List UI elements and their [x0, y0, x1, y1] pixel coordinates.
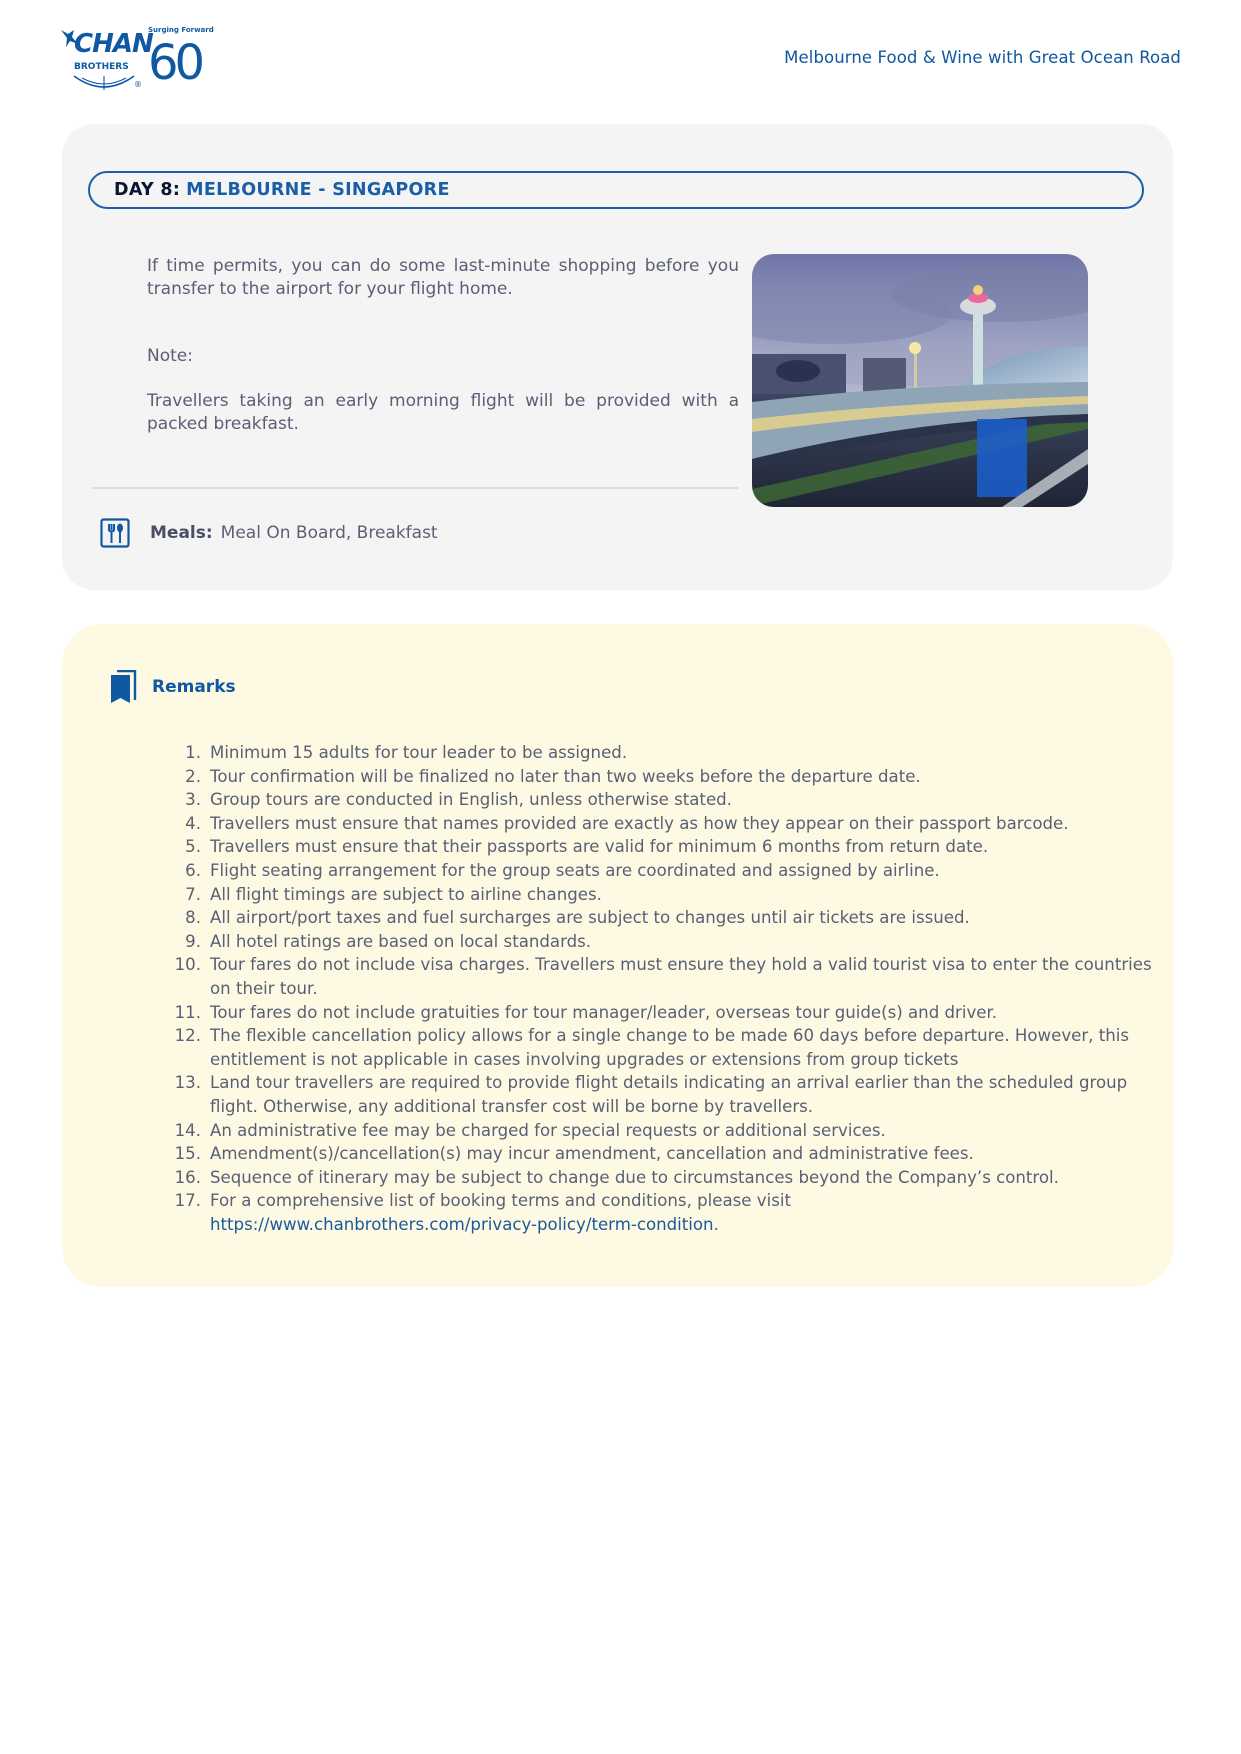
tour-title: Melbourne Food & Wine with Great Ocean Road — [784, 48, 1181, 67]
remarks-item — [157, 1166, 1157, 1190]
item-number: 5. — [185, 837, 201, 857]
bookmark-icon — [108, 670, 138, 704]
logo-anniversary-number: 60 — [148, 35, 202, 91]
cutlery-icon — [100, 518, 130, 548]
item-text: All hotel ratings are based on local standards. — [210, 931, 592, 951]
meals-label: Meals: — [150, 523, 213, 543]
section-divider — [92, 487, 738, 489]
item-number: 7. — [185, 884, 201, 904]
day-heading — [88, 171, 1144, 209]
item-number: 3. — [185, 790, 201, 810]
item-text: Land tour travellers are required to provide flight details indicating an arrival earlier than the scheduled group flight. Otherwise, any additional transfer cost will be borne by travellers. — [210, 1073, 1128, 1116]
chan-brothers-logo — [60, 26, 230, 96]
registered-mark: ® — [134, 80, 142, 89]
item-text: All flight timings are subject to airline changes. — [210, 884, 602, 904]
logo-brothers-text: BROTHERS — [74, 62, 129, 72]
item-text-lead: For a comprehensive list of booking terms and conditions, please visit — [210, 1191, 791, 1211]
item-number: 12. — [174, 1026, 201, 1046]
day-paragraph: If time permits, you can do some last-minute shopping before you transfer to the airport for your flight home. — [147, 256, 739, 299]
changi-airport-photo — [752, 254, 1088, 507]
meals-info — [100, 518, 438, 548]
item-text: Amendment(s)/cancellation(s) may incur amendment, cancellation and administrative fees. — [210, 1144, 974, 1164]
item-text: Sequence of itinerary may be subject to change due to circumstances beyond the Company’s control. — [210, 1167, 1059, 1187]
remarks-item — [157, 1189, 1157, 1236]
item-text-suffix: . — [713, 1214, 719, 1234]
remarks-header — [108, 670, 236, 704]
remarks-list — [157, 741, 1157, 1236]
item-text: Minimum 15 adults for tour leader to be assigned. — [210, 743, 628, 762]
item-text: Travellers must ensure that their passports are valid for minimum 6 months from return date. — [210, 837, 989, 857]
logo-chan-text: CHAN — [74, 29, 153, 59]
terms-conditions-link[interactable]: https://www.chanbrothers.com/privacy-policy/term-condition — [210, 1214, 714, 1234]
item-number: 1. — [185, 743, 201, 762]
item-number: 13. — [174, 1073, 201, 1093]
note-label: Note: — [147, 346, 193, 366]
remarks-item — [157, 741, 1157, 765]
remarks-item — [157, 1001, 1157, 1025]
item-number: 10. — [174, 955, 201, 975]
item-text: All airport/port taxes and fuel surcharges are subject to changes until air tickets are issued. — [210, 908, 970, 928]
remarks-card — [62, 624, 1173, 1287]
logo-wordmark — [60, 26, 153, 96]
item-text: Group tours are conducted in English, unless otherwise stated. — [210, 790, 732, 810]
item-text — [210, 1189, 1157, 1236]
item-text: Flight seating arrangement for the group seats are coordinated and assigned by airline. — [210, 860, 940, 880]
item-number: 4. — [185, 813, 201, 833]
item-number: 17. — [174, 1191, 201, 1211]
item-text: The flexible cancellation policy allows for a single change to be made 60 days before departure. However, this entitlement is not applicable in cases involving upgrades or extensions from group tickets — [210, 1026, 1129, 1069]
remarks-item — [157, 930, 1157, 954]
item-number: 16. — [174, 1167, 201, 1187]
logo-anniversary — [148, 26, 230, 96]
logo-tagline: Surging Forward — [148, 26, 214, 34]
meals-value: Meal On Board, Breakfast — [220, 523, 438, 543]
remarks-item — [157, 859, 1157, 883]
item-text: Tour fares do not include visa charges. Travellers must ensure they hold a valid tourist visa to enter the countries on their tour. — [210, 955, 1152, 998]
item-number: 11. — [174, 1002, 201, 1022]
item-number: 2. — [185, 766, 201, 786]
day-route: MELBOURNE - SINGAPORE — [186, 180, 450, 200]
remarks-item — [157, 812, 1157, 836]
remarks-item — [157, 1142, 1157, 1166]
item-number: 14. — [174, 1120, 201, 1140]
item-number: 8. — [185, 908, 201, 928]
item-text: An administrative fee may be charged for special requests or additional services. — [210, 1120, 886, 1140]
globe-icon — [72, 74, 136, 92]
note-paragraph: Travellers taking an early morning flight will be provided with a packed breakfast. — [147, 391, 739, 434]
item-number: 9. — [185, 931, 201, 951]
item-text: Tour fares do not include gratuities for tour manager/leader, overseas tour guide(s) and driver. — [210, 1002, 998, 1022]
item-text: Tour confirmation will be finalized no later than two weeks before the departure date. — [210, 766, 921, 786]
day-number: DAY 8: — [114, 180, 181, 200]
remarks-title: Remarks — [152, 677, 236, 697]
remarks-item — [157, 883, 1157, 907]
remarks-item — [157, 765, 1157, 789]
item-number: 15. — [174, 1144, 201, 1164]
item-text: Travellers must ensure that names provided are exactly as how they appear on their passport barcode. — [210, 813, 1069, 833]
remarks-item — [157, 1024, 1157, 1071]
remarks-item — [157, 788, 1157, 812]
remarks-item — [157, 835, 1157, 859]
remarks-item — [157, 1071, 1157, 1118]
remarks-item — [157, 906, 1157, 930]
item-number: 6. — [185, 860, 201, 880]
day-itinerary-card — [62, 124, 1173, 590]
day-description — [147, 255, 739, 435]
remarks-item — [157, 1119, 1157, 1143]
remarks-item — [157, 953, 1157, 1000]
